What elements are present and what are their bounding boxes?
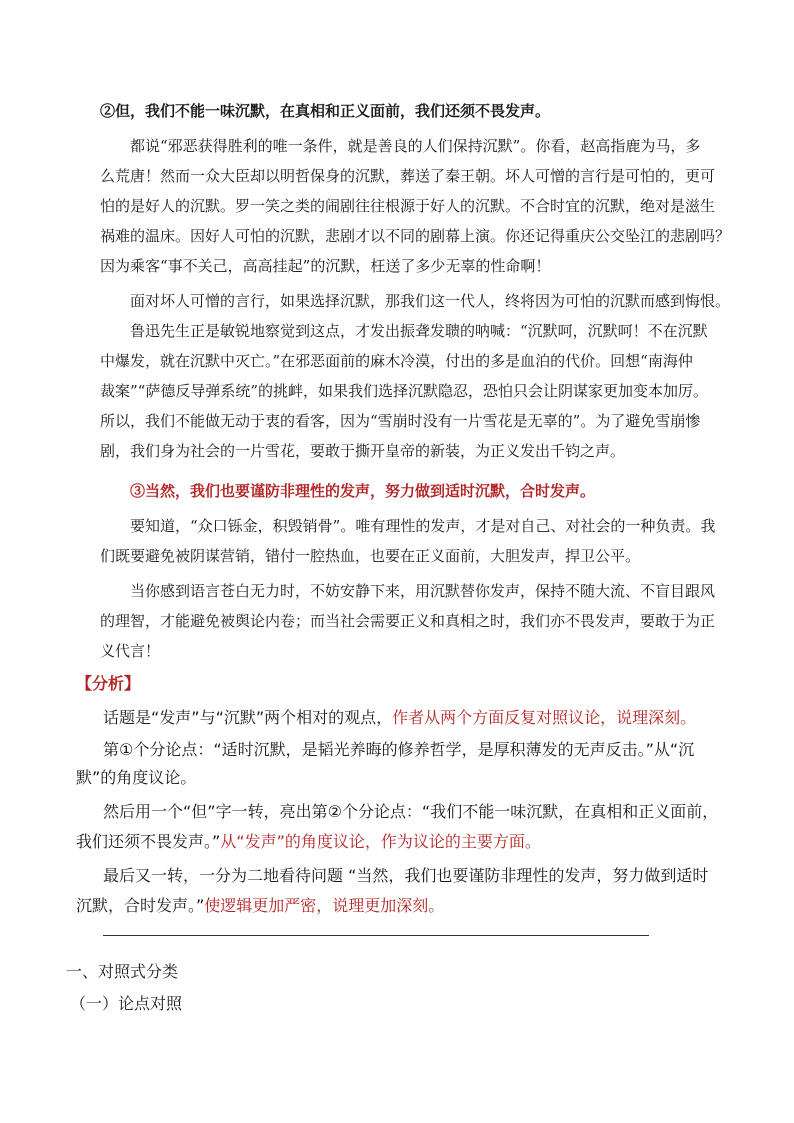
para6-line1: 要知道，“众口铄金，积毁销骨”。唯有理性的发声，才是对自己、对社会的一种负责。我 (130, 517, 716, 535)
separator-line (103, 935, 649, 936)
analysis-line7-black: 沉默，合时发声。” (76, 896, 205, 915)
para2-line2: 么荒唐！然而一众大臣却以明哲保身的沉默，葬送了秦王朝。坏人可憎的言行是可怕的，更可 (100, 167, 716, 185)
para2-line4: 祸难的温床。因好人可怕的沉默，悲剧才以不同的剧幕上演。你还记得重庆公交坠江的悲剧吗？ (100, 227, 731, 245)
analysis-line5-red: 从“发声”的角度议论，作为议论的主要方面。 (220, 832, 541, 851)
analysis-line6: 最后又一转，一分为二地看待问题 “当然，我们也要谨防非理性的发声，努力做到适时 (103, 866, 709, 885)
heading-argument-contrast: （一）论点对照 (70, 994, 183, 1013)
sub-point-3: ③当然，我们也要谨防非理性的发声，努力做到适时沉默，合时发声。 (130, 482, 596, 500)
sub-point-2: ②但，我们不能一味沉默，在真相和正义面前，我们还须不畏发声。 (100, 102, 551, 120)
analysis-line5-black: 我们还须不畏发声。” (76, 832, 221, 851)
para4-line2: 中爆发，就在沉默中灭亡。”在邪恶面前的麻木冷漠，付出的多是血泊的代价。回想“南海仲 (100, 352, 693, 370)
analysis-line2: 第①个分论点：“适时沉默，是韬光养晦的修养哲学，是厚积薄发的无声反击。”从“沉 (103, 740, 695, 759)
analysis-line7-red: 使逻辑更加严密，说理更加深刻。 (204, 896, 445, 915)
para7-line2: 的理智，才能避免被舆论内卷；而当社会需要正义和真相之时，我们亦不畏发声，要敢于为正 (100, 612, 716, 630)
para7-line1: 当你感到语言苍白无力时，不妨安静下来，用沉默替你发声，保持不随大流、不盲目跟风 (130, 582, 716, 600)
analysis-line3: 默”的角度议论。 (76, 768, 197, 787)
para4-line5: 剧，我们身为社会的一片雪花，要敢于撕开皇帝的新装，为正义发出千钧之声。 (100, 442, 626, 460)
para3: 面对坏人可憎的言行，如果选择沉默，那我们这一代人，终将因为可怕的沉默而感到悔恨。 (130, 292, 731, 310)
para7-line3: 义代言！ (100, 642, 161, 660)
para4-line3: 裁案”“萨德反导弹系统”的挑衅，如果我们选择沉默隐忍，恐怕只会让阴谋家更加变本加厉。 (100, 382, 709, 400)
para2-line3: 怕的是好人的沉默。罗一笑之类的闹剧往往根源于好人的沉默。不合时宜的沉默，绝对是滋生 (100, 197, 716, 215)
para4-line1: 鲁迅先生正是敏锐地察觉到这点，才发出振聋发聩的呐喊：“沉默呵，沉默呵！不在沉默 (130, 322, 708, 340)
analysis-line1 (103, 708, 696, 728)
para2-line5: 因为乘客“事不关己，高高挂起”的沉默，枉送了多少无辜的性命啊！ (100, 257, 551, 275)
para4-line4: 所以，我们不能做无动于衷的看客，因为“雪崩时没有一片雪花是无辜的”。为了避免雪崩惨 (100, 412, 701, 430)
analysis-line7 (76, 896, 444, 916)
analysis-line1-black: 话题是“发声”与“沉默”两个相对的观点， (103, 708, 393, 727)
para6-line2: 们既要避免被阴谋营销，错付一腔热血，也要在正义面前，大胆发声，捍卫公平。 (100, 547, 641, 565)
para2-line1: 都说“邪恶获得胜利的唯一条件，就是善良的人们保持沉默”。你看，赵高指鹿为马，多 (130, 137, 701, 155)
analysis-line5 (76, 832, 541, 852)
analysis-line1-red: 作者从两个方面反复对照议论，说理深刻。 (392, 708, 697, 727)
heading-contrast-classification: 一、对照式分类 (66, 962, 179, 981)
analysis-line4: 然后用一个“但”字一转，亮出第②个分论点：“我们不能一味沉默，在真相和正义面前， (103, 802, 719, 821)
analysis-label: 【分析】 (76, 674, 141, 693)
